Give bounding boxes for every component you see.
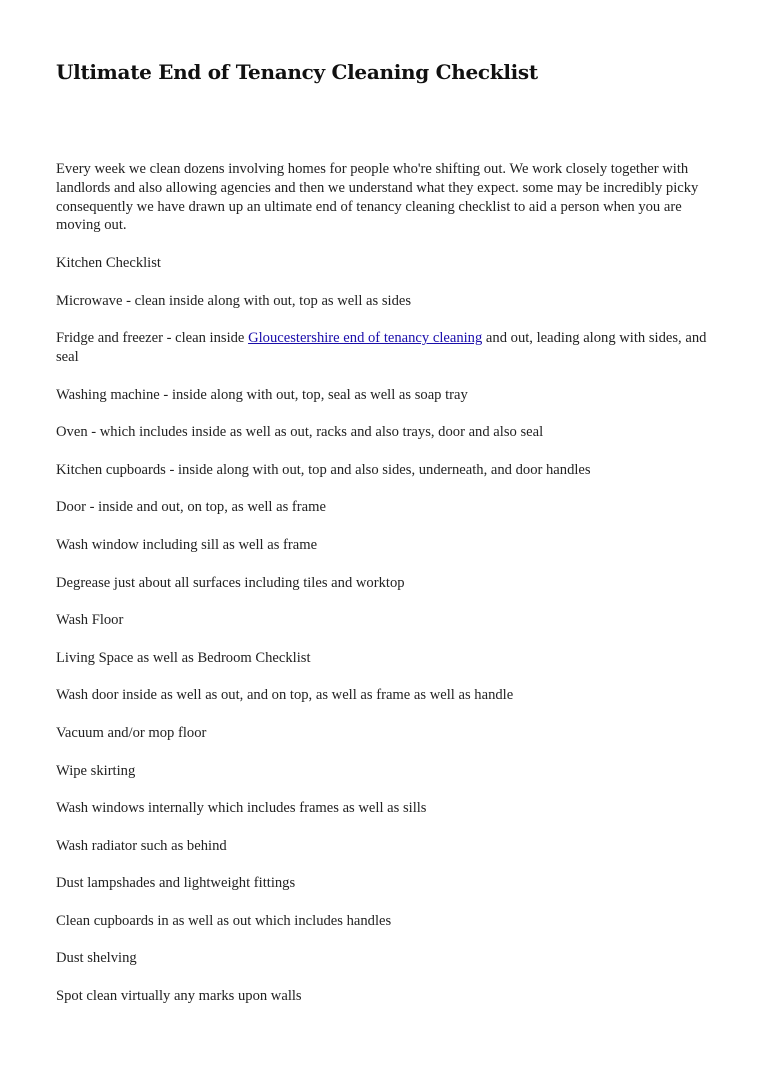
document-body — [56, 160, 716, 1025]
list-item: Oven - which includes inside as well as out, racks and also trays, door and also seal — [56, 424, 544, 441]
list-item: Clean cupboards in as well as out which includes handles — [56, 912, 392, 929]
intro-paragraph: Every week we clean dozens involving homes for people who're shifting out. We work closely together with landlords and also allowing agencies and then we understand what they expect. some may be incredibly picky consequently we have drawn up an ultimate end of tenancy cleaning checklist to aid a person when you are moving out. — [56, 161, 699, 234]
list-item: Microwave - clean inside along with out, top as well as sides — [56, 292, 412, 309]
list-item — [56, 329, 716, 367]
list-item: Wash Floor — [56, 612, 124, 629]
page-title: Ultimate End of Tenancy Cleaning Checklist — [56, 60, 538, 84]
list-item: Vacuum and/or mop floor — [56, 724, 207, 741]
kitchen-heading: Kitchen Checklist — [56, 254, 161, 271]
list-item: Dust shelving — [56, 950, 137, 967]
text: and out, leading along with sides, and seal — [56, 330, 707, 365]
list-item: Wipe skirting — [56, 762, 136, 779]
list-item: Dust lampshades and lightweight fittings — [56, 875, 296, 892]
list-item: Kitchen cupboards - inside along with out, top and also sides, underneath, and door handles — [56, 461, 591, 478]
list-item: Washing machine - inside along with out, top, seal as well as soap tray — [56, 386, 468, 403]
living-heading: Living Space as well as Bedroom Checklist — [56, 649, 311, 666]
list-item: Wash door inside as well as out, and on top, as well as frame as well as handle — [56, 687, 514, 704]
list-item: Degrease just about all surfaces including tiles and worktop — [56, 574, 405, 591]
list-item: Door - inside and out, on top, as well as frame — [56, 499, 326, 516]
text: Fridge and freezer - clean inside — [56, 330, 249, 347]
list-item: Wash windows internally which includes frames as well as sills — [56, 800, 427, 817]
list-item: Spot clean virtually any marks upon walls — [56, 988, 302, 1005]
list-item: Wash radiator such as behind — [56, 837, 227, 854]
list-item: Wash window including sill as well as frame — [56, 536, 318, 553]
gloucestershire-link[interactable]: Gloucestershire end of tenancy cleaning — [248, 330, 483, 347]
